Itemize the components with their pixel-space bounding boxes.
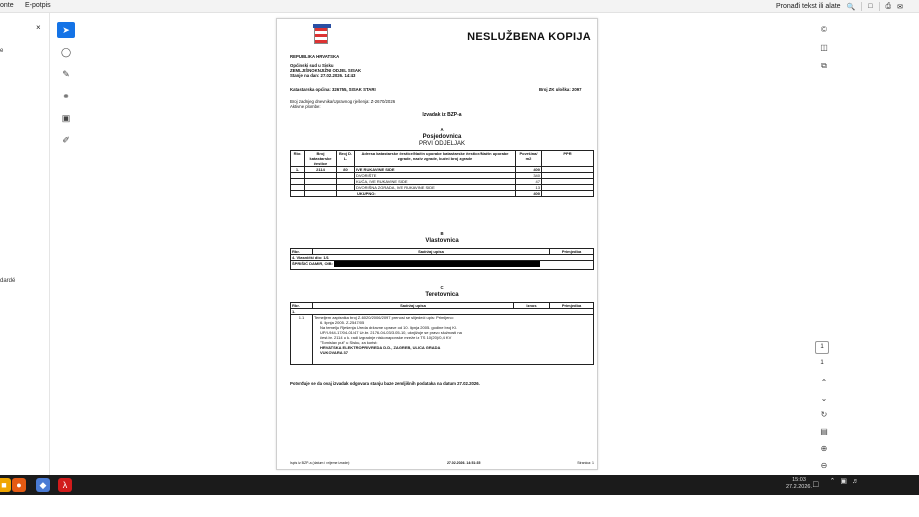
acrobat-icon[interactable]: λ — [58, 478, 72, 492]
owner-name: ŠPRIŠIĆ DAMIR, OIB: — [292, 261, 333, 267]
entry-line: Na temelju Rješenja Ureda državne uprave od 10. lipnja 2005. godine broj Kl. — [320, 325, 457, 330]
col-header: Broj D. L. — [337, 151, 355, 167]
clock-date: 27.2.2026. — [786, 484, 812, 490]
section-letter: A — [440, 127, 444, 132]
doc-seals: Aktivne plombe: — [290, 104, 321, 109]
entry-line: Temeljem zapisnika broj Z-6020/2006/2097 prenosi se slijedeći upis: Primljeno: — [314, 315, 454, 320]
volume-icon[interactable]: ♬ — [852, 477, 859, 485]
signature-icon[interactable]: ✐ — [62, 134, 70, 145]
total-label: UKUPNO: — [337, 191, 516, 197]
page-total: 1 — [820, 360, 824, 366]
entry-line: čest.br. 2114 u k. radi izgradnje niskonaponske mreže iz TS 10(20)/0,4 KV — [320, 335, 452, 340]
doc-watermark-title: NESLUŽBENA KOPIJA — [467, 31, 591, 43]
table-row — [291, 261, 594, 270]
cell: 1.1 — [291, 315, 313, 365]
network-icon[interactable]: ▣ — [840, 478, 847, 485]
col-header: Sadržaj upisa — [313, 249, 550, 255]
clock-time: 15:03 — [792, 477, 806, 483]
col-header: Adresa katastarske čestice/Način uporabe katastarske čestice/Način uporabe zgrade, naziv zgrade, kućni broj zgrade — [355, 151, 516, 167]
col-header: Površina/ m2 — [516, 151, 542, 167]
annotation-toolbar — [55, 22, 77, 154]
rotate-icon[interactable]: ↻ — [820, 410, 828, 419]
doc-dept: ZEMLJIŠNOKNJIŽNI ODJEL SISAK — [290, 68, 362, 73]
search-icon[interactable]: 🔍 — [846, 3, 856, 11]
comment-list-icon[interactable]: ◫ — [820, 43, 828, 52]
col-header: Primjedba — [550, 303, 594, 309]
col-header: Iznos — [514, 303, 550, 309]
table-row — [291, 315, 594, 365]
comment-icon[interactable]: ◯ — [60, 46, 72, 57]
firefox-icon[interactable]: ● — [12, 478, 26, 492]
close-icon[interactable]: × — [36, 23, 41, 32]
footer-timestamp: 27.02.2026. 14:51:35 — [446, 461, 481, 465]
footer-page: Stranica: 1 — [577, 461, 594, 465]
cell: 340 — [516, 173, 542, 179]
col-header: Broj katastarske čestice — [305, 151, 337, 167]
top-toolbar — [0, 0, 919, 13]
col-header: Sadržaj upisa — [313, 303, 514, 309]
print-icon[interactable]: ⎙ — [885, 2, 892, 10]
cell: 4. Vlasnički dio: 1/1 — [291, 255, 594, 261]
text-box-icon[interactable]: ▣ — [61, 112, 71, 123]
cell: 47 — [516, 179, 542, 185]
system-tray — [830, 477, 860, 485]
entry-line: UP/I-944-17/04-01/47 Ur.br. 2176-04-03/3.05-10, uknjižuje se pravo služnosti na — [320, 330, 462, 335]
section-title: Posjedovnica — [422, 134, 462, 140]
total-value: 400 — [516, 191, 542, 197]
encumbrance-table — [290, 302, 594, 365]
copyright-icon[interactable]: © — [821, 25, 827, 34]
window-icon[interactable]: □ — [868, 3, 873, 10]
col-header: PPR — [542, 151, 594, 167]
cell: 80 — [337, 167, 355, 173]
cell: 13 — [516, 185, 542, 191]
document-icon[interactable]: ▤ — [820, 427, 828, 436]
col-header: Rbr. — [291, 151, 305, 167]
left-panel — [0, 13, 50, 475]
entry-line: HRVATSKA ELEKTROPRIVREDA D.D., ZAGREB, ULICA GRADA — [320, 345, 441, 350]
panel-text: e — [0, 48, 4, 54]
entry-line: "Tomislav put" u Sisku, za korist: — [320, 340, 378, 345]
folder-icon[interactable]: ■ — [0, 478, 11, 492]
entry-line: 6. lipnja 2005. Z-2547/05 — [320, 320, 365, 325]
section-title: Teretovnica — [425, 292, 459, 298]
right-margin — [834, 13, 919, 475]
tab-frag[interactable]: onte — [0, 2, 14, 9]
col-header: Rbr. — [291, 303, 313, 309]
cell: 1. — [291, 309, 594, 315]
section-title: Vlastovnica — [425, 238, 459, 244]
divider — [879, 2, 880, 11]
section-letter: B — [440, 231, 444, 236]
ownership-table — [290, 248, 594, 270]
section-letter: C — [440, 285, 444, 290]
doc-heading: REPUBLIKA HRVATSKA — [290, 54, 340, 59]
cell — [542, 191, 594, 197]
zoom-in-icon[interactable]: ⊕ — [820, 444, 828, 453]
doc-cadastral: Katastarska općina: 326755, SISAK STARI — [290, 87, 376, 92]
cell: 1. — [291, 167, 305, 173]
entry-line: VUKOVARA 37 — [320, 350, 349, 355]
pen-icon[interactable]: ✎ — [62, 68, 70, 79]
notification-icon[interactable]: □ — [813, 479, 819, 489]
chevron-down-icon[interactable]: ⌄ — [820, 394, 828, 403]
right-tools-panel — [812, 13, 834, 475]
zoom-out-icon[interactable]: ⊖ — [820, 461, 828, 470]
col-header: Rbr. — [291, 249, 313, 255]
confirmation-text: Potvrđuje se da ovaj izvadak odgovara stanju baze zemljišnih podataka na datum 27.02.2026. — [290, 381, 480, 386]
redaction-bar — [334, 261, 540, 267]
footer-left: Ispis iz BZP-a (datum i vrijeme izrade): — [290, 461, 351, 465]
coat-of-arms-icon — [314, 27, 328, 44]
possession-table — [290, 150, 594, 197]
doc-state-date: Stanje na dan: 27.02.2026. 14:43 — [290, 73, 356, 78]
page-footer — [290, 461, 594, 465]
cell: DVORIŠTE — [355, 173, 516, 179]
tab-e-signature[interactable]: E-potpis — [25, 2, 51, 9]
cell — [305, 191, 337, 197]
bottom-area — [0, 495, 919, 517]
cell: IVE RUKAVINE SIDE — [355, 167, 516, 173]
panel-text: dardé — [0, 278, 16, 284]
chevron-up-icon[interactable]: ⌃ — [820, 378, 828, 387]
cell: 400 — [516, 167, 542, 173]
table-total-row — [291, 191, 594, 197]
select-cursor-icon[interactable]: ➤ — [57, 22, 75, 38]
highlight-icon[interactable]: ⚭ — [62, 90, 70, 101]
pdf-page — [276, 18, 598, 470]
mail-icon[interactable]: ✉ — [897, 3, 903, 11]
section-subtitle: PRVI ODJELJAK — [419, 141, 465, 147]
divider — [861, 2, 862, 11]
cell: 2114 — [305, 167, 337, 173]
chevron-up-icon[interactable]: ⌃ — [829, 478, 836, 485]
cell: KUĆA, IVE RUKAVINE SIDE — [355, 179, 516, 185]
taskbar — [0, 475, 919, 495]
page-number-input[interactable]: 1 — [815, 341, 829, 354]
taskbar-clock[interactable] — [786, 477, 812, 491]
app-icon[interactable]: ◆ — [36, 478, 50, 492]
doc-journal: Broj zadnjeg dnevnika/Upravnog rješenja: Z-2670/2026 — [290, 99, 396, 104]
cell: DVORIŠNA ZGRADA, IVE RUKAVINE SIDE — [355, 185, 516, 191]
cell — [291, 191, 305, 197]
doc-zk-number: Broj ZK uloška: 2097 — [539, 87, 582, 92]
pages-icon[interactable]: ⧉ — [821, 61, 827, 70]
doc-extract-title: Izvadak iz BZP-a — [422, 112, 462, 118]
doc-court: Općinski sud u Sisku — [290, 63, 334, 68]
find-tools-label[interactable]: Pronađi tekst ili alate — [775, 3, 841, 10]
col-header: Primjedba — [550, 249, 594, 255]
